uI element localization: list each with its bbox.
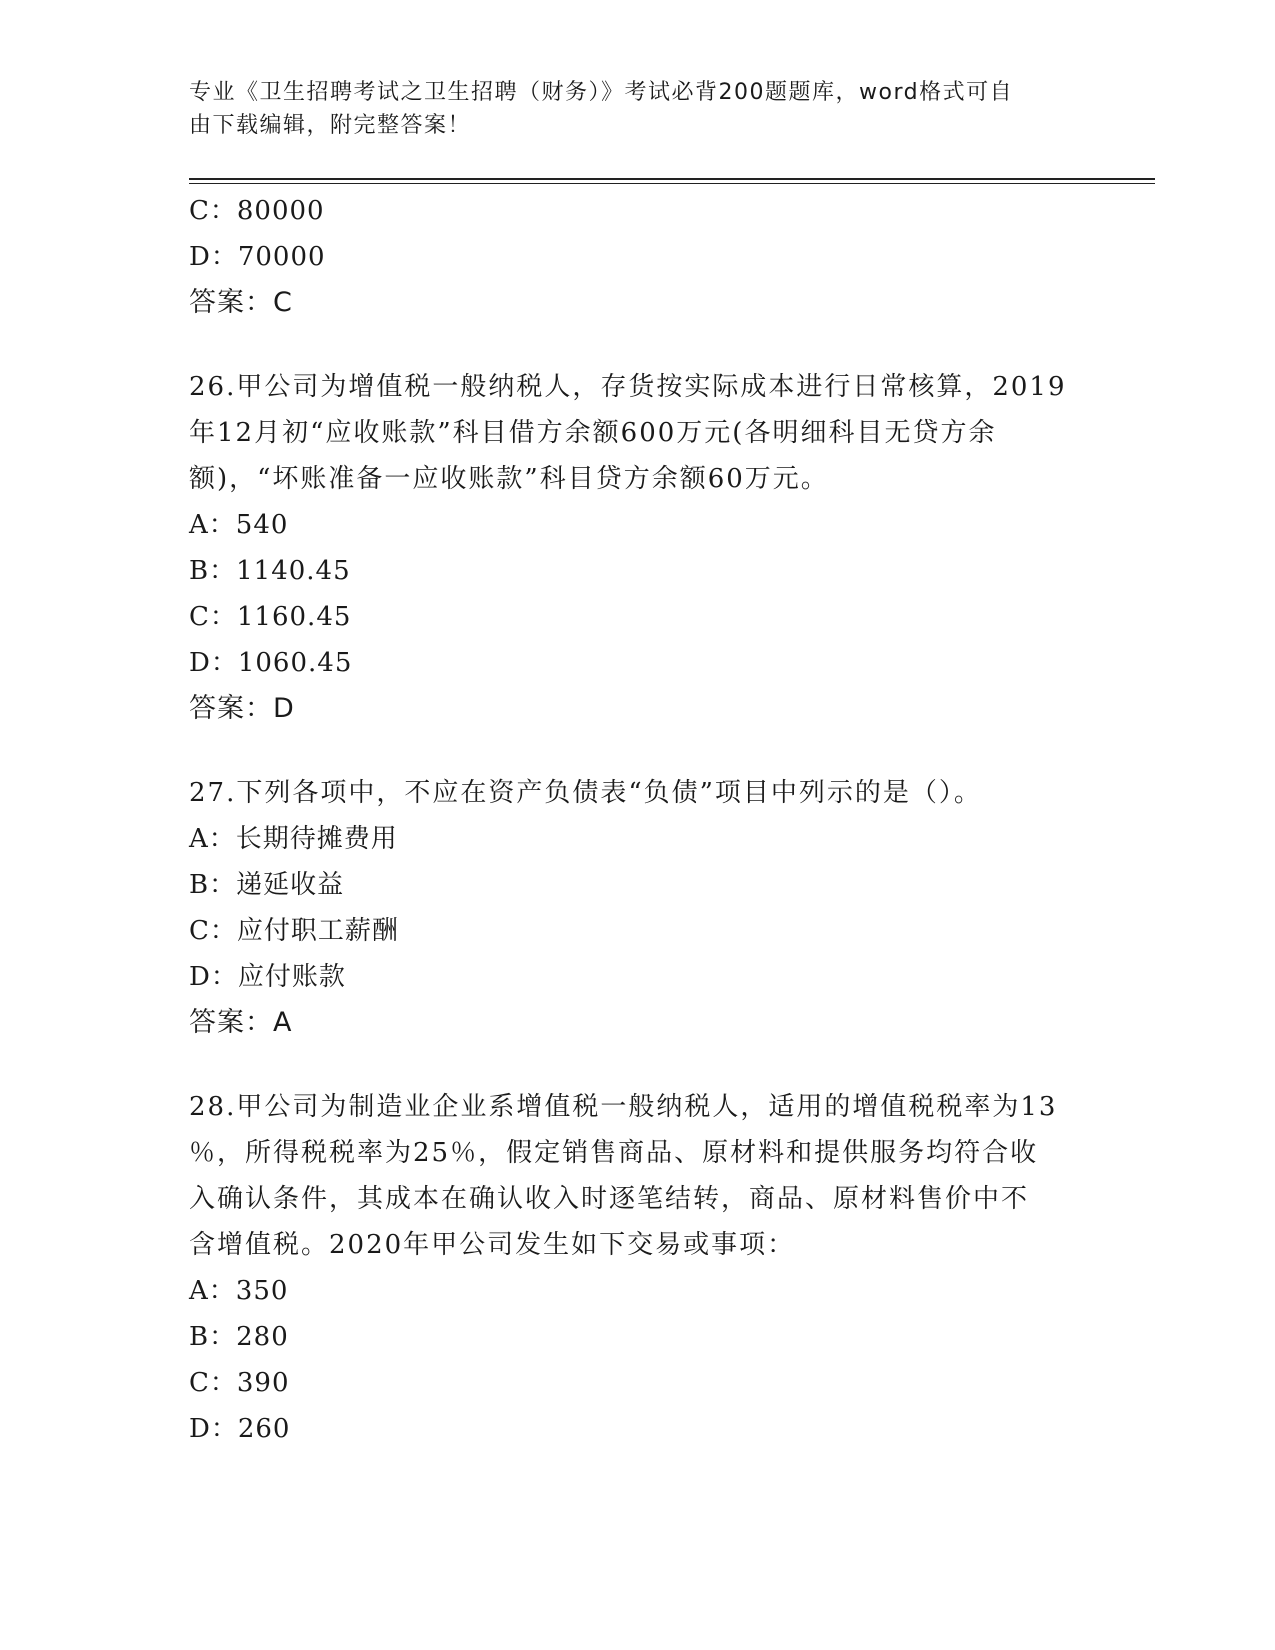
header-line-1: 专业《卫生招聘考试之卫生招聘（财务）》考试必背200题题库，word格式可自: [189, 80, 1014, 105]
option-b: B：280: [189, 1322, 289, 1352]
option-c: C：80000: [189, 196, 325, 226]
header-divider-thin: [189, 183, 1155, 184]
option-b: B：递延收益: [189, 870, 345, 900]
option-d: D：70000: [189, 242, 326, 272]
question-26: [189, 364, 1089, 732]
question-list: [189, 188, 1089, 1452]
document-header: [189, 76, 1089, 142]
question-stem-line: ％，所得税税率为25％，假定销售商品、原材料和提供服务均符合收: [189, 1138, 1039, 1168]
option-a: A：540: [189, 510, 289, 540]
option-a: A：长期待摊费用: [189, 824, 398, 854]
question-stem-line: 额)，“坏账准备一应收账款”科目贷方余额60万元。: [189, 464, 829, 494]
question-27: [189, 770, 1089, 1046]
question-stem-line: 含增值税。2020年甲公司发生如下交易或事项：: [189, 1230, 796, 1260]
answer-line: 答案：D: [189, 693, 295, 724]
option-d: D：260: [189, 1414, 291, 1444]
header-divider-thick: [189, 178, 1155, 180]
option-d: D：1060.45: [189, 648, 353, 678]
option-a: A：350: [189, 1276, 289, 1306]
question-stem-line: 年12月初“应收账款”科目借方余额600万元(各明细科目无贷方余: [189, 418, 997, 448]
option-b: B：1140.45: [189, 556, 351, 586]
answer-line: 答案：C: [189, 287, 293, 318]
header-line-2: 由下载编辑，附完整答案！: [189, 113, 472, 138]
option-c: C：应付职工薪酬: [189, 916, 399, 946]
question-stem-line: 27.下列各项中，不应在资产负债表“负债”项目中列示的是（）。: [189, 778, 982, 808]
option-d: D：应付账款: [189, 962, 346, 992]
question-stem-line: 入确认条件，其成本在确认收入时逐笔结转，商品、原材料售价中不: [189, 1184, 1030, 1214]
answer-line: 答案：A: [189, 1007, 293, 1038]
option-c: C：390: [189, 1368, 290, 1398]
question-stem-line: 28.甲公司为制造业企业系增值税一般纳税人，适用的增值税税率为13: [189, 1092, 1058, 1122]
option-c: C：1160.45: [189, 602, 352, 632]
question-stem-line: 26.甲公司为增值税一般纳税人，存货按实际成本进行日常核算，2019: [189, 372, 1067, 402]
question-25-tail: [189, 188, 1089, 326]
question-28: [189, 1084, 1089, 1452]
